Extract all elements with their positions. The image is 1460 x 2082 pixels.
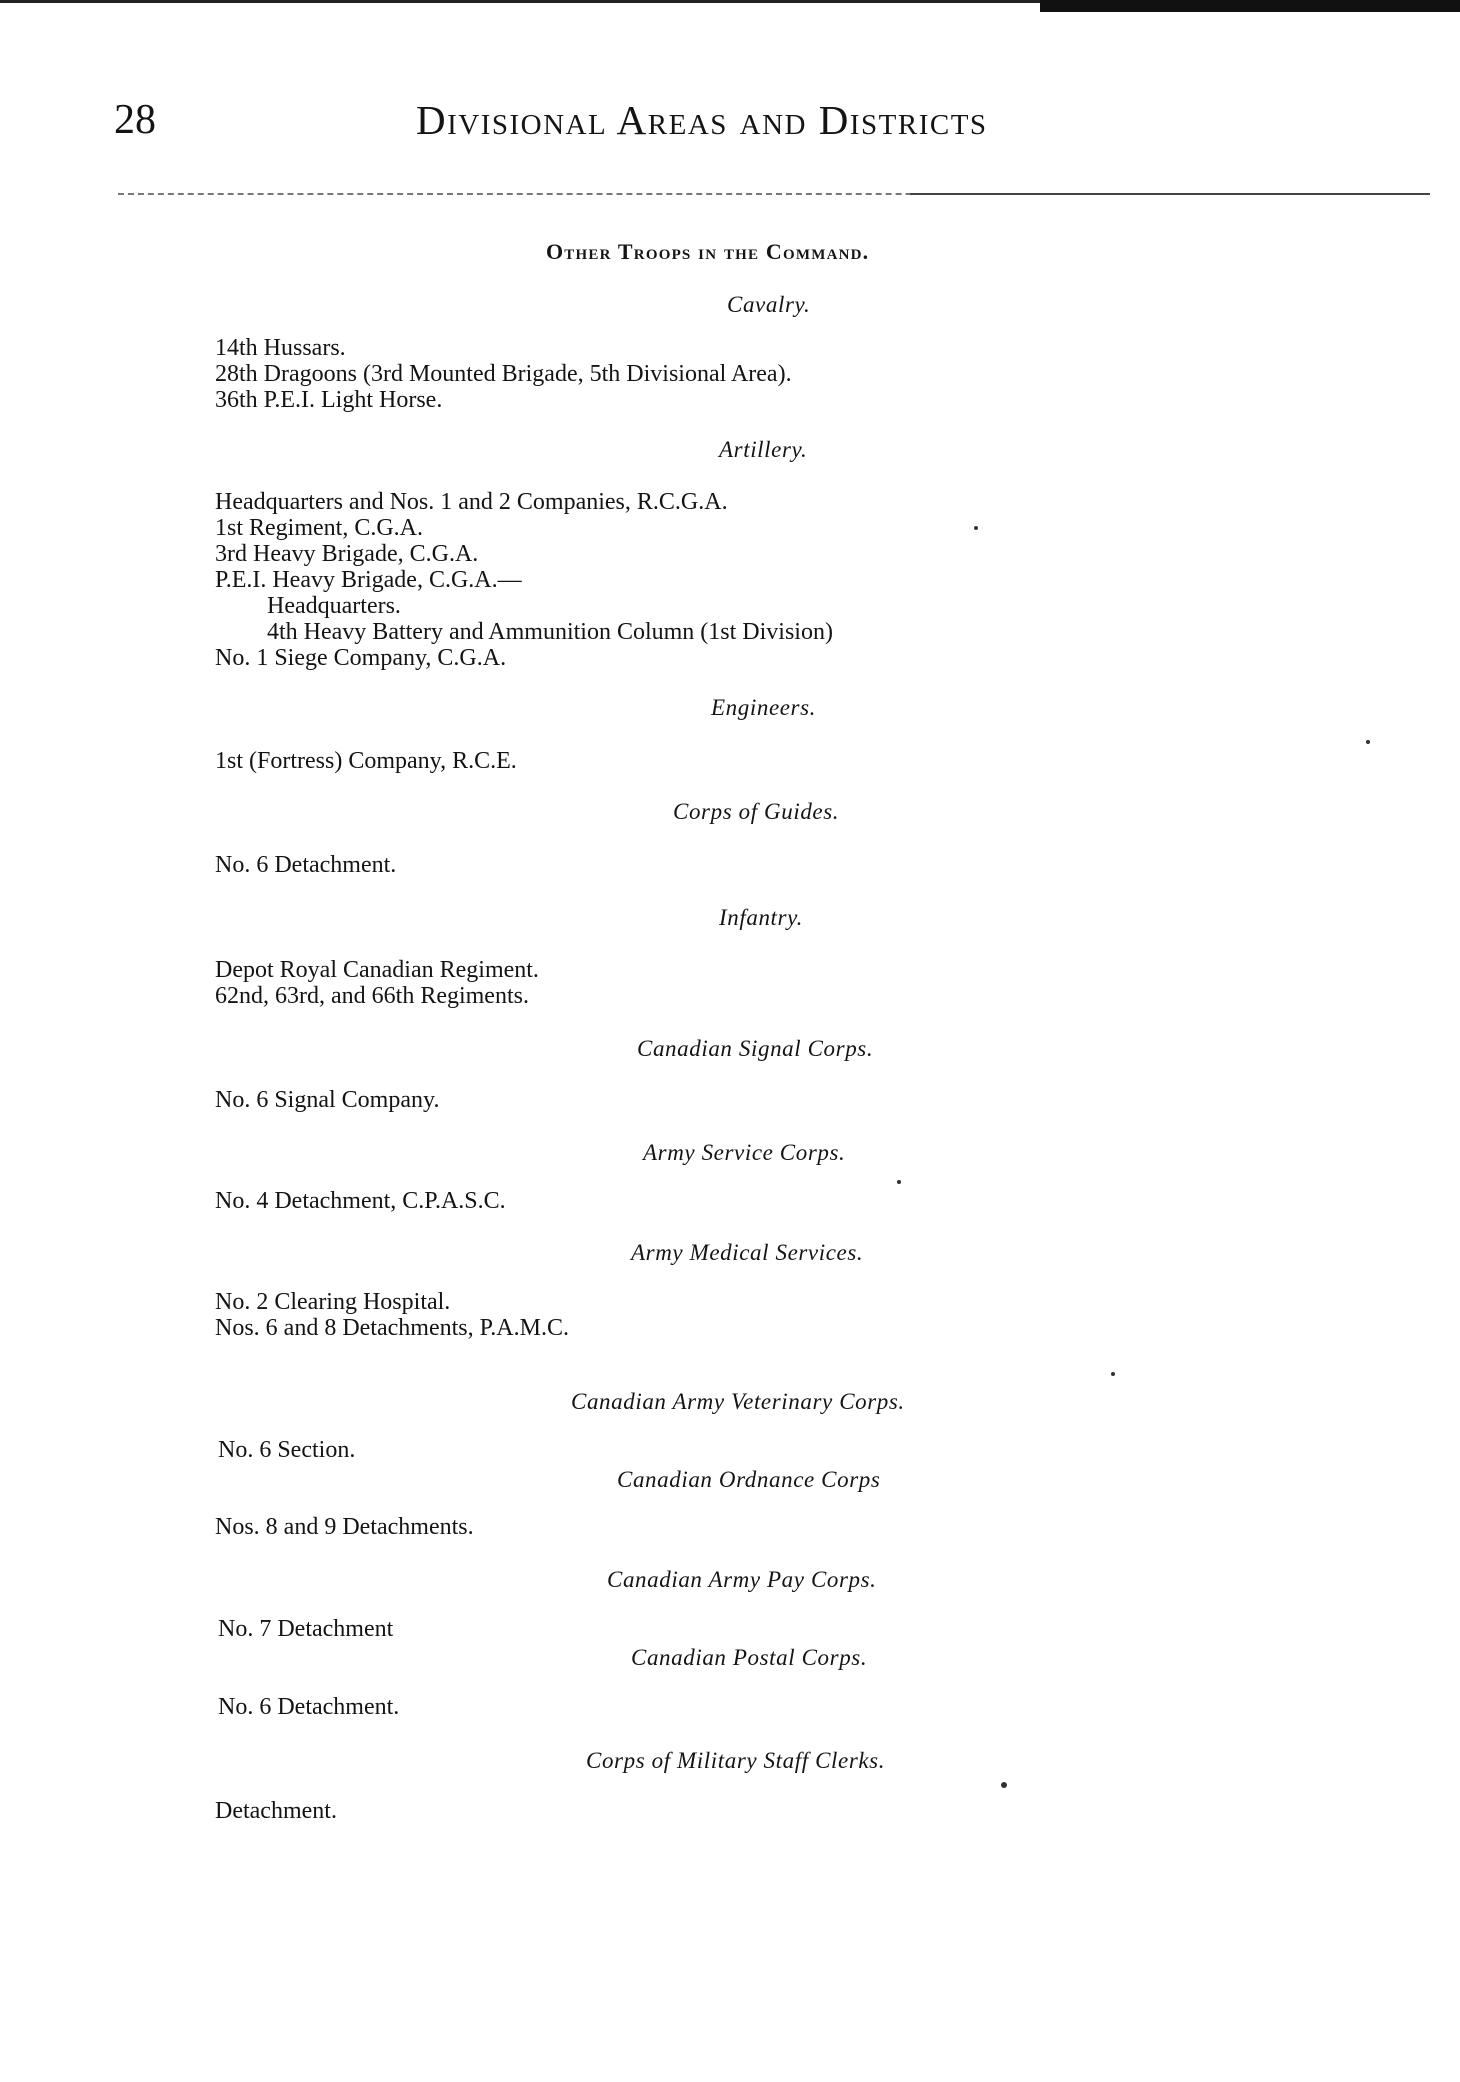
ordnance-heading: Canadian Ordnance Corps xyxy=(617,1467,881,1492)
artillery-subitem: Headquarters. xyxy=(267,593,401,619)
scan-speck xyxy=(1366,740,1370,744)
artillery-subitem: 4th Heavy Battery and Ammunition Column (1st Division) xyxy=(267,619,833,645)
infantry-heading: Infantry. xyxy=(719,905,803,930)
engineers-item: 1st (Fortress) Company, R.C.E. xyxy=(215,748,517,774)
section-title: Other Troops in the Command. xyxy=(546,239,870,264)
artillery-item: 3rd Heavy Brigade, C.G.A. xyxy=(215,541,479,567)
engineers-heading: Engineers. xyxy=(711,695,817,720)
cavalry-item: 14th Hussars. xyxy=(215,335,346,361)
artillery-item: 1st Regiment, C.G.A. xyxy=(215,515,423,541)
page-number: 28 xyxy=(114,97,156,143)
signal-heading: Canadian Signal Corps. xyxy=(637,1036,874,1061)
signal-item: No. 6 Signal Company. xyxy=(215,1087,440,1113)
veterinary-heading: Canadian Army Veterinary Corps. xyxy=(571,1389,905,1414)
guides-item: No. 6 Detachment. xyxy=(215,852,397,878)
pay-heading: Canadian Army Pay Corps. xyxy=(607,1567,877,1592)
artillery-heading: Artillery. xyxy=(719,437,808,462)
pay-item: No. 7 Detachment xyxy=(218,1616,394,1642)
cavalry-item: 28th Dragoons (3rd Mounted Brigade, 5th Divisional Area). xyxy=(215,361,792,387)
ordnance-item: Nos. 8 and 9 Detachments. xyxy=(215,1514,474,1540)
cavalry-heading: Cavalry. xyxy=(727,292,811,317)
artillery-item: No. 1 Siege Company, C.G.A. xyxy=(215,645,507,671)
service-item: No. 4 Detachment, C.P.A.S.C. xyxy=(215,1188,506,1214)
scan-speck xyxy=(897,1180,901,1184)
postal-heading: Canadian Postal Corps. xyxy=(631,1645,868,1670)
header-rule xyxy=(118,193,1430,195)
medical-heading: Army Medical Services. xyxy=(631,1240,864,1265)
veterinary-item: No. 6 Section. xyxy=(218,1437,356,1463)
medical-item: Nos. 6 and 8 Detachments, P.A.M.C. xyxy=(215,1315,569,1341)
infantry-item: Depot Royal Canadian Regiment. xyxy=(215,957,539,983)
top-border-rule xyxy=(0,0,1460,10)
running-title: Divisional Areas and Districts xyxy=(416,97,988,143)
guides-heading: Corps of Guides. xyxy=(673,799,840,824)
artillery-item: Headquarters and Nos. 1 and 2 Companies, R.C.G.A. xyxy=(215,489,728,515)
service-heading: Army Service Corps. xyxy=(643,1140,846,1165)
scan-speck xyxy=(1001,1782,1007,1788)
postal-item: No. 6 Detachment. xyxy=(218,1694,400,1720)
infantry-item: 62nd, 63rd, and 66th Regiments. xyxy=(215,983,529,1009)
staff-clerks-item: Detachment. xyxy=(215,1798,337,1824)
scan-speck xyxy=(974,526,978,530)
cavalry-item: 36th P.E.I. Light Horse. xyxy=(215,387,443,413)
scan-speck xyxy=(1111,1372,1115,1376)
medical-item: No. 2 Clearing Hospital. xyxy=(215,1289,451,1315)
artillery-item: P.E.I. Heavy Brigade, C.G.A.— xyxy=(215,567,522,593)
staff-clerks-heading: Corps of Military Staff Clerks. xyxy=(586,1748,886,1773)
